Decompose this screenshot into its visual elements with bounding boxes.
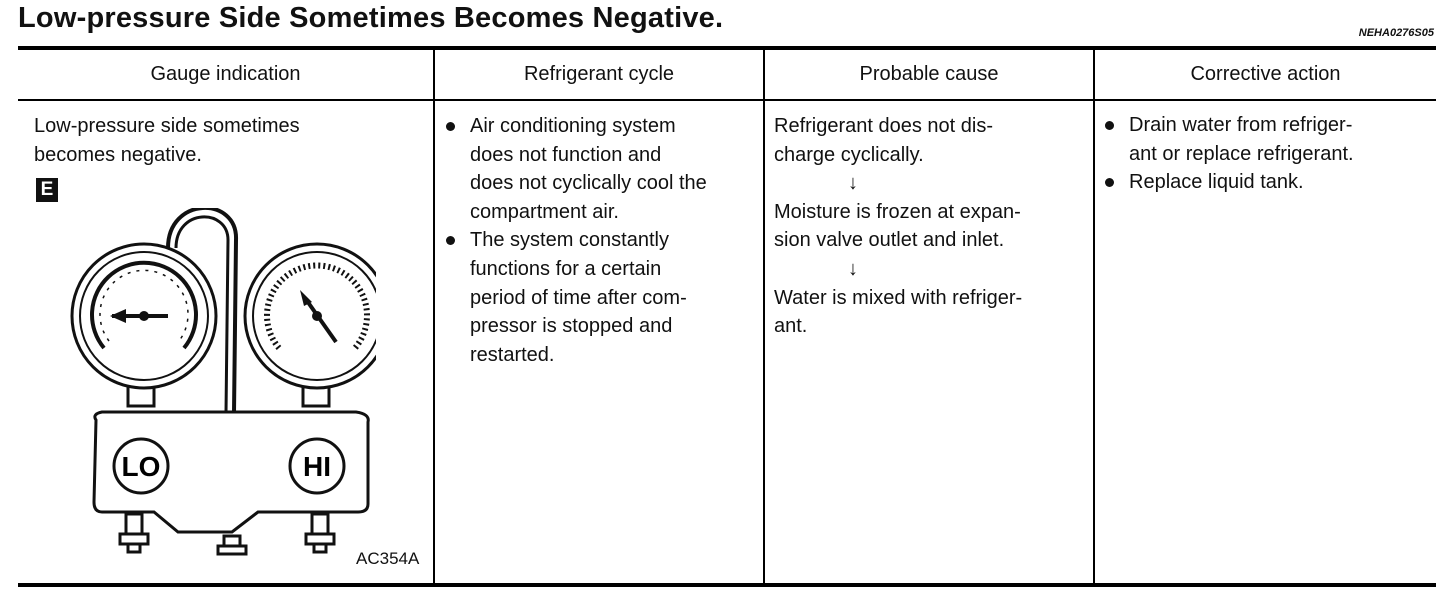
list-item	[442, 112, 760, 226]
gauge-indication-text	[34, 112, 300, 169]
cause-line: charge cyclically.	[774, 143, 924, 166]
header-gauge-indication: Gauge indication	[150, 63, 301, 85]
refrigerant-cycle-text	[442, 112, 760, 369]
list-item-line: Replace liquid tank.	[1129, 171, 1304, 194]
list-item	[1101, 168, 1433, 197]
header-refrigerant-cycle: Refrigerant cycle	[523, 63, 675, 85]
list-item-line: period of time after com-	[470, 286, 687, 309]
down-arrow-icon: ↓	[848, 172, 858, 195]
list-item-line: The system constantly	[470, 229, 669, 252]
list-item	[1101, 111, 1433, 168]
hi-label: HI	[303, 451, 331, 482]
probable-cause-text	[774, 112, 1090, 341]
cause-line: ant.	[774, 315, 808, 338]
document-code: NEHA0276S05	[1358, 27, 1434, 39]
lo-label: LO	[121, 451, 161, 482]
manifold-gauge-illustration	[66, 208, 376, 558]
cause-line: sion valve outlet and inlet.	[774, 229, 1005, 252]
column-divider	[433, 50, 435, 583]
list-item-line: does not cyclically cool the	[470, 172, 707, 195]
list-item-line: pressor is stopped and	[470, 315, 673, 338]
page-title: Low-pressure Side Sometimes Becomes Negative.	[18, 2, 724, 34]
figure-code: AC354A	[356, 549, 420, 568]
corrective-action-list	[1101, 111, 1433, 197]
cause-line: Refrigerant does not dis-	[774, 115, 994, 137]
list-item-line: compartment air.	[470, 200, 619, 223]
gauge-indication-line: becomes negative.	[34, 143, 202, 166]
down-arrow-icon: ↓	[848, 257, 858, 280]
cause-line: Moisture is frozen at expan-	[774, 200, 1021, 223]
table-bottom-rule	[18, 583, 1436, 587]
header-probable-cause: Probable cause	[859, 63, 999, 85]
list-item-line: restarted.	[470, 343, 555, 366]
column-divider	[763, 50, 765, 583]
header-divider	[18, 99, 1436, 101]
cause-line: Water is mixed with refriger-	[774, 286, 1023, 309]
list-item-line: ant or replace refrigerant.	[1129, 142, 1354, 165]
corrective-action-text	[1101, 111, 1433, 197]
list-item-line: Drain water from refriger-	[1129, 114, 1353, 136]
refrigerant-cycle-list	[442, 112, 760, 369]
list-item-line: functions for a certain	[470, 257, 662, 280]
header-corrective-action: Corrective action	[1190, 63, 1341, 85]
gauge-indication-line: Low-pressure side sometimes	[34, 115, 300, 137]
column-divider	[1093, 50, 1095, 583]
model-badge: E	[36, 178, 58, 202]
list-item	[442, 226, 760, 369]
list-item-line: Air conditioning system	[470, 115, 676, 137]
list-item-line: does not function and	[470, 143, 662, 166]
